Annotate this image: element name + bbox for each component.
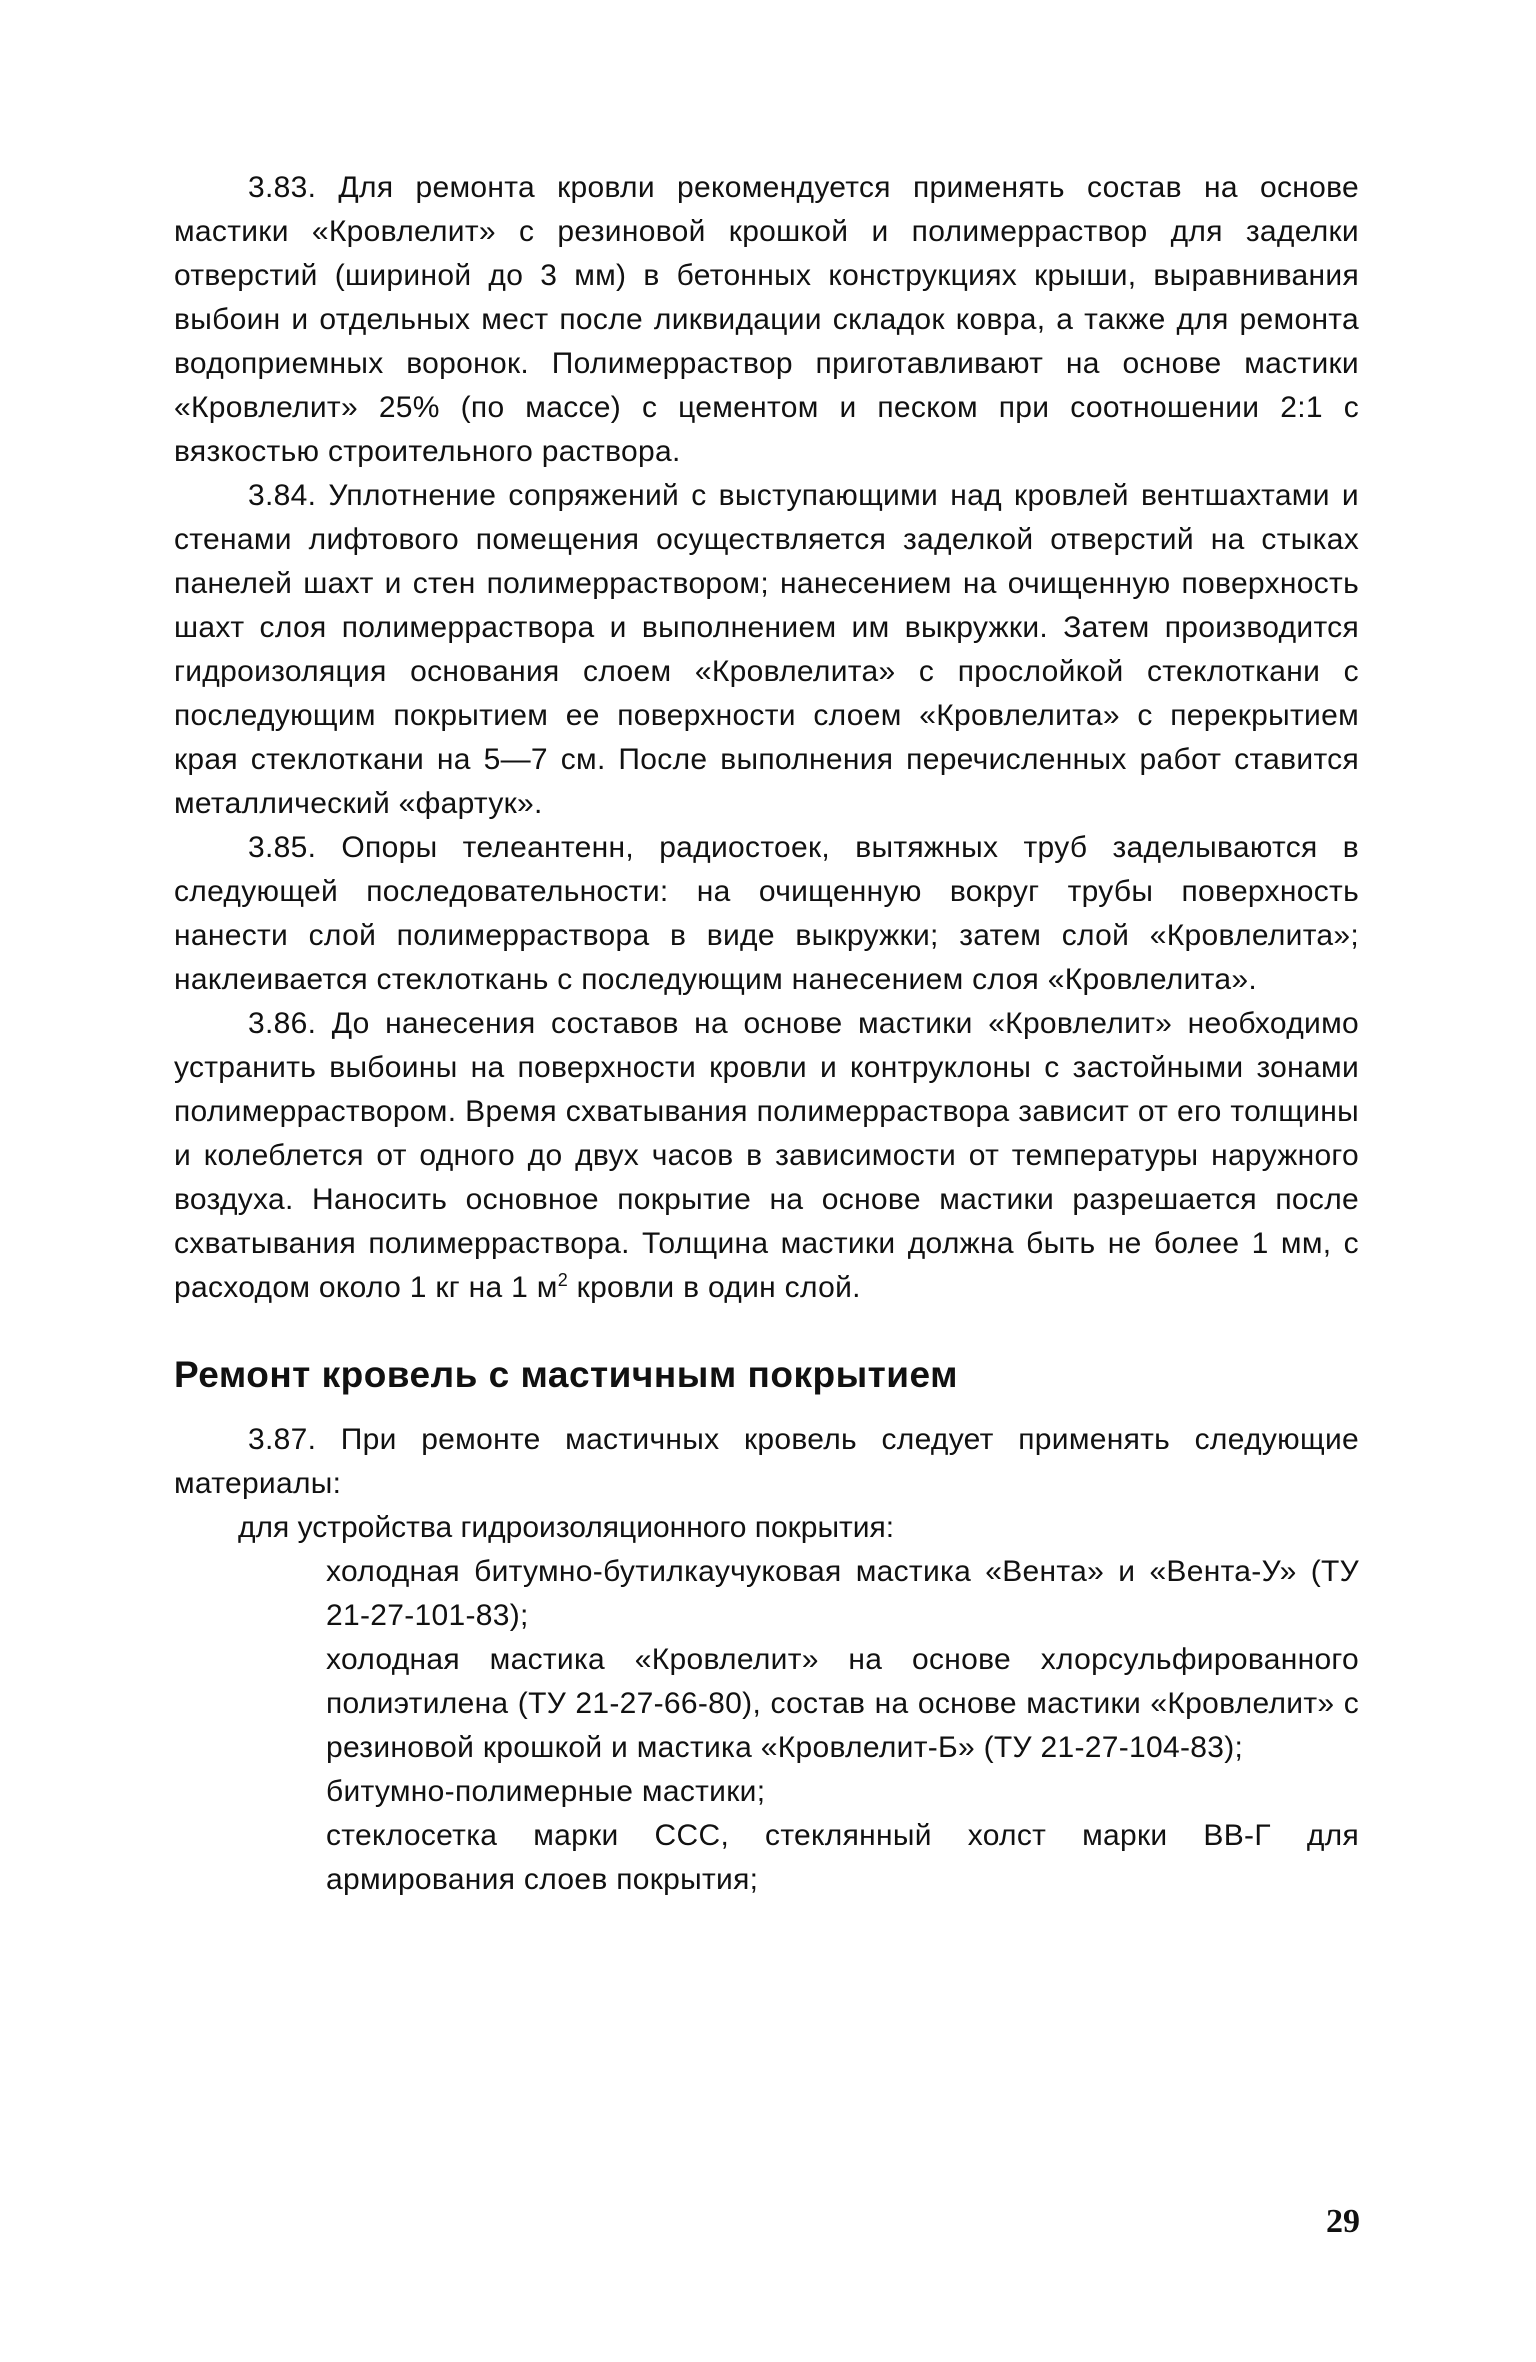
paragraph-text-end: кровли в один слой. — [568, 1271, 861, 1304]
materials-list — [174, 1550, 1359, 1902]
paragraph-number: 3.84. — [248, 479, 317, 512]
paragraph-3-87 — [174, 1418, 1359, 1506]
paragraph-3-86 — [174, 1002, 1359, 1310]
paragraph-number: 3.83. — [248, 171, 317, 204]
list-item: холодная битумно-бутилкаучуковая мастика «Вента» и «Вента-У» (ТУ 21-27-101-83); — [326, 1555, 1359, 1632]
paragraph-text: До нанесения составов на основе мастики «Кровлелит» необходимо устранить выбоины на поверхности кровли и контруклоны с застойными зонами полимерраствором. Время схватывания полимерраствора зависит от его толщины и колеблется от одного до двух часов в зависимости от температуры наружного воздуха. Наносить основное покрытие на основе мастики разрешается после схватывания полимерраствора. Толщина мастики должна быть не более 1 мм, с расходом около 1 кг на 1 м — [174, 1007, 1359, 1304]
section-heading: Ремонт кровель с мастичным покрытием — [174, 1354, 958, 1395]
paragraph-text: Опоры телеантенн, радиостоек, вытяжных труб заделываются в следующей последовательности: на очищенную вокруг трубы поверхность нанести слой полимерраствора в виде выкружки; затем слой «Кровлелита»; наклеивается стеклоткань с последующим нанесением слоя «Кровлелита». — [174, 831, 1359, 996]
paragraph-number: 3.87. — [248, 1423, 317, 1456]
paragraph-3-84 — [174, 474, 1359, 826]
paragraph-3-83 — [174, 166, 1359, 474]
paragraph-text: При ремонте мастичных кровель следует применять следующие материалы: — [174, 1423, 1359, 1500]
page-body — [174, 166, 1359, 1902]
list-item: холодная мастика «Кровлелит» на основе хлорсульфированного полиэтилена (ТУ 21-27-66-80), состав на основе мастики «Кровлелит» с резиновой крошкой и мастика «Кровлелит-Б» (ТУ 21-27-104-83); — [326, 1643, 1359, 1764]
paragraph-number: 3.85. — [248, 831, 317, 864]
paragraph-3-85 — [174, 826, 1359, 1002]
paragraph-number: 3.86. — [248, 1007, 317, 1040]
superscript-square: 2 — [557, 1270, 569, 1290]
list-item: битумно-полимерные мастики; — [326, 1775, 766, 1808]
list-item: стеклосетка марки ССС, стеклянный холст марки ВВ-Г для армирования слоев покрытия; — [326, 1819, 1359, 1896]
paragraph-text: Для ремонта кровли рекомендуется применять состав на основе мастики «Кровлелит» с резиновой крошкой и полимерраствор для заделки отверстий (шириной до 3 мм) в бетонных конструкциях крыши, выравнивания выбоин и отдельных мест после ликвидации складок ковра, а также для ремонта водоприемных воронок. Полимерраствор приготавливают на основе мастики «Кровлелит» 25% (по массе) с цементом и песком при соотношении 2:1 с вязкостью строительного раствора. — [174, 171, 1359, 468]
page-number: 29 — [1326, 2203, 1360, 2240]
materials-intro: для устройства гидроизоляционного покрытия: — [238, 1511, 895, 1544]
paragraph-text: Уплотнение сопряжений с выступающими над кровлей вентшахтами и стенами лифтового помещения осуществляется заделкой отверстий на стыках панелей шахт и стен полимерраствором; нанесением на очищенную поверхность шахт слоя полимерраствора и выполнением им выкружки. Затем производится гидроизоляция основания слоем «Кровлелита» с прослойкой стеклоткани с последующим покрытием ее поверхности слоем «Кровлелита» с перекрытием края стеклоткани на 5—7 см. После выполнения перечисленных работ ставится металлический «фартук». — [174, 479, 1359, 820]
